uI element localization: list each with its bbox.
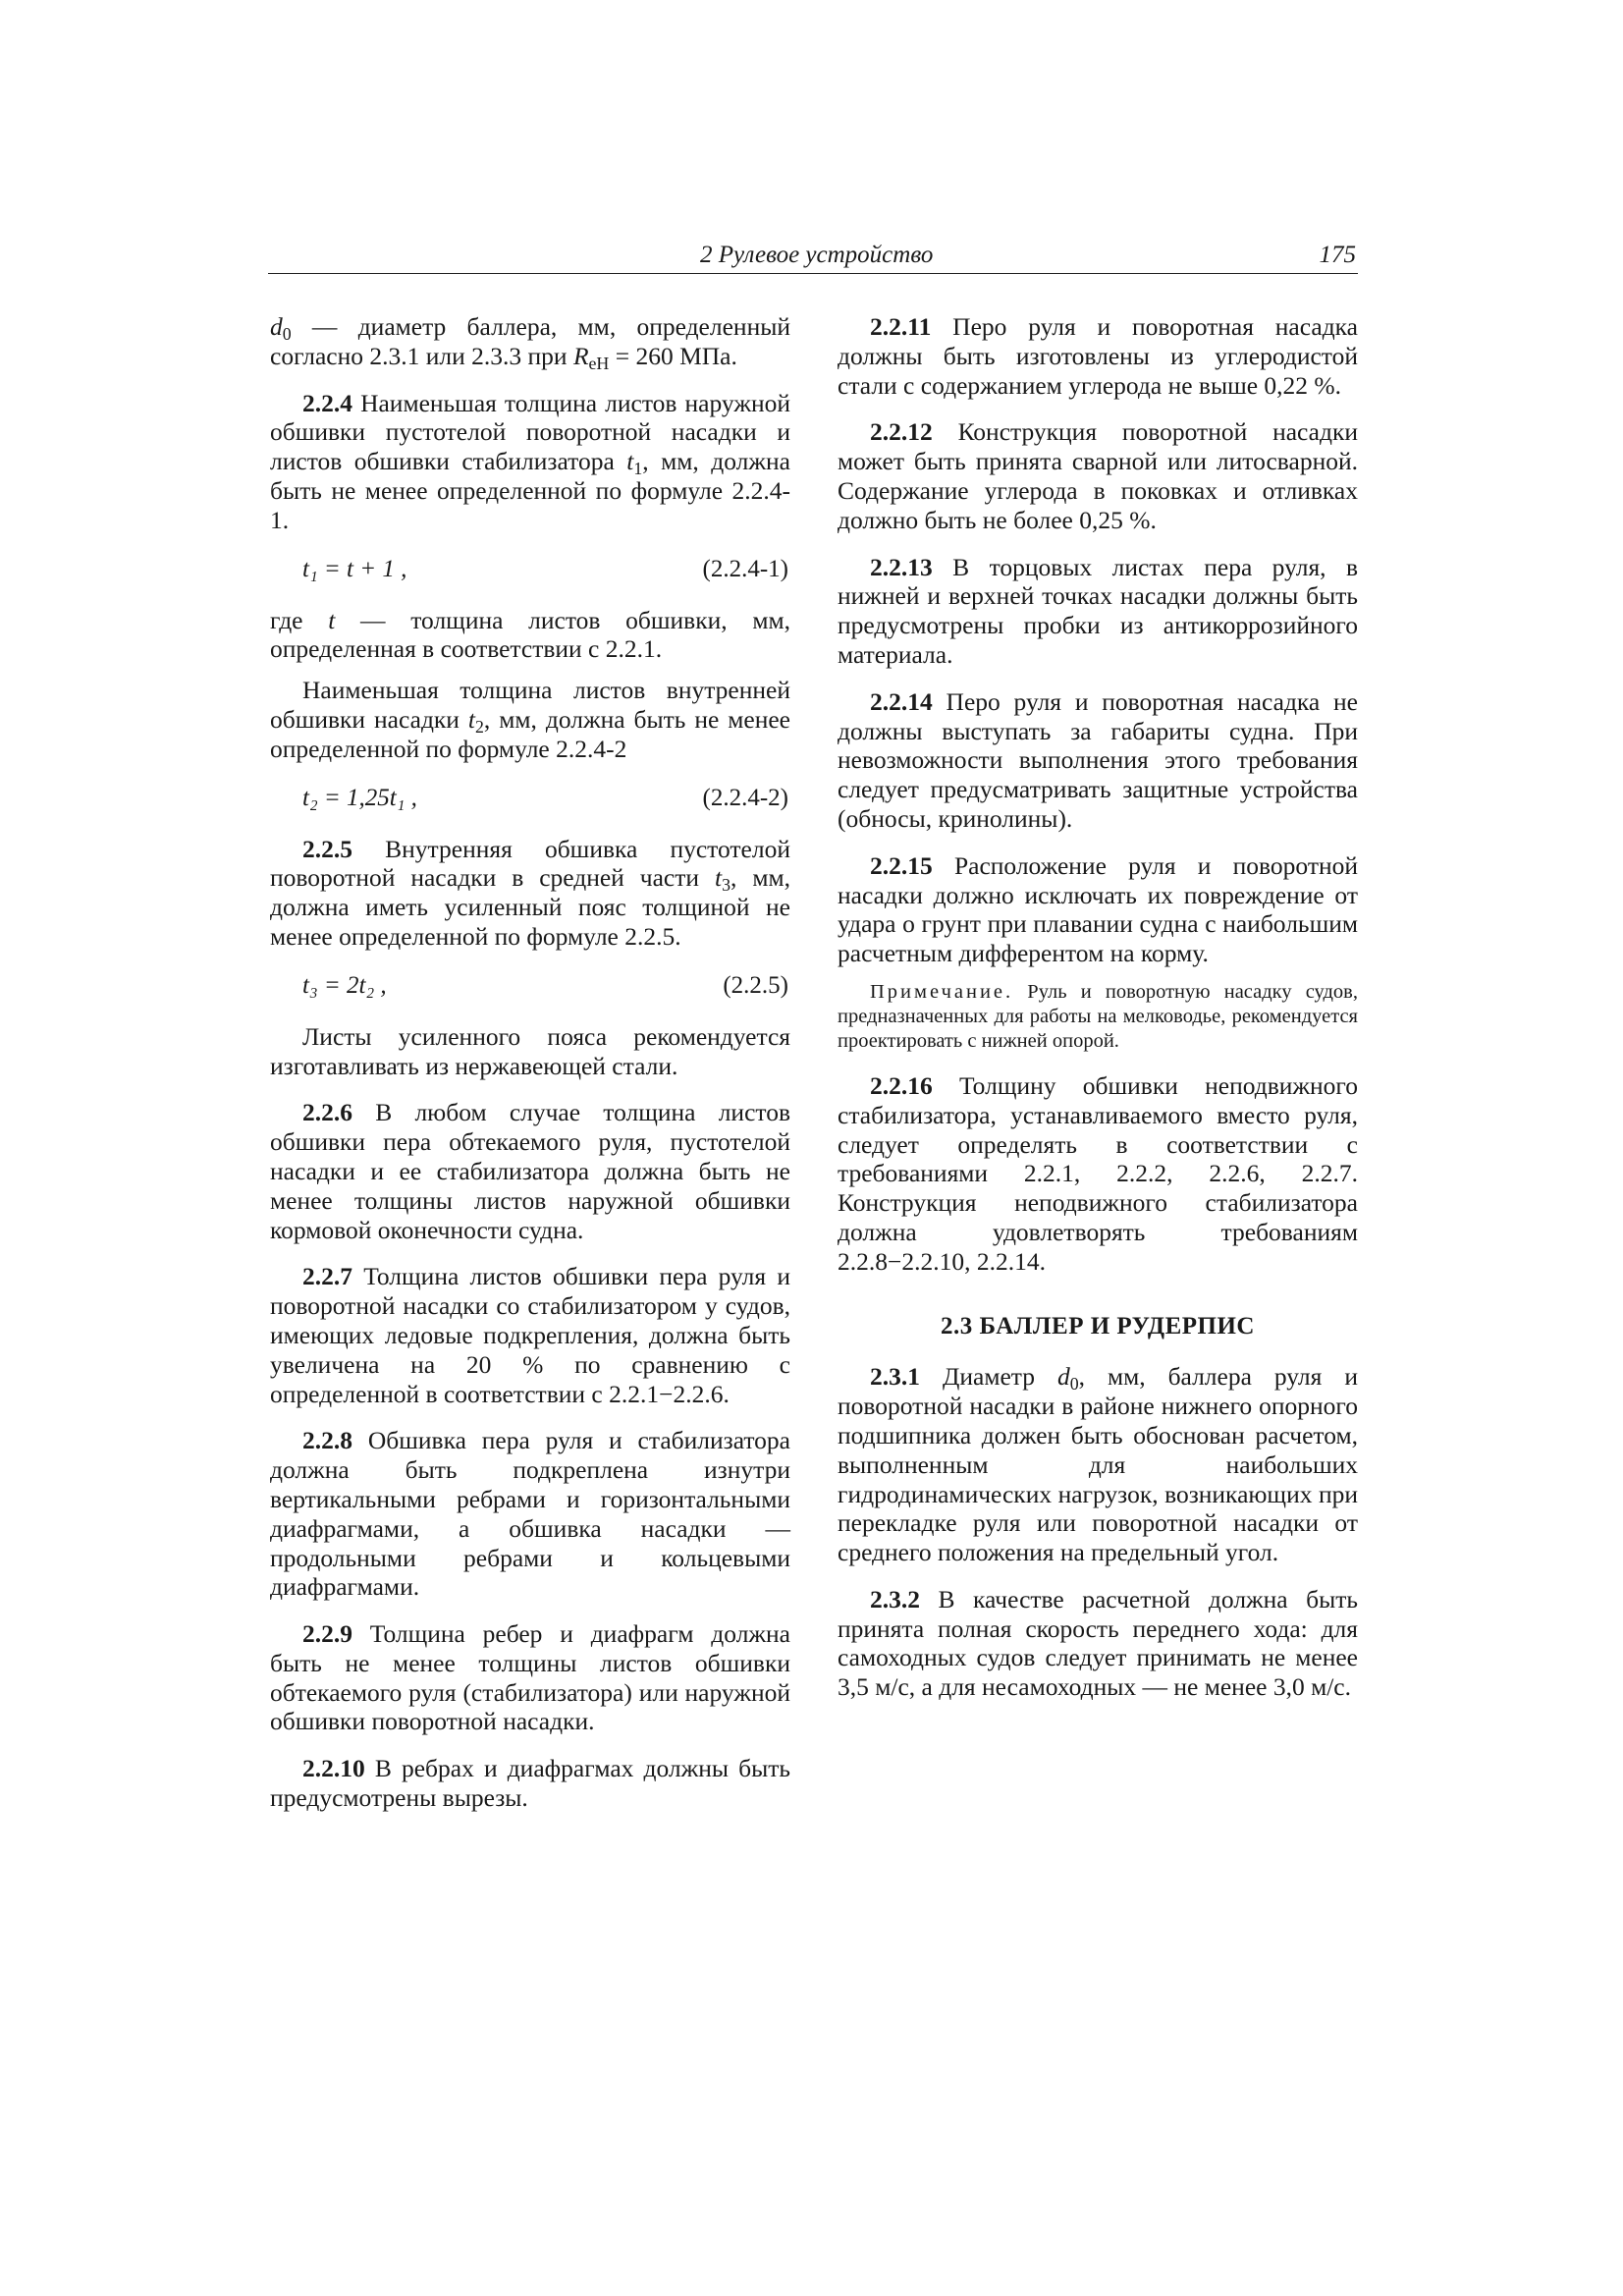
text: В торцовых листах пера руля, в нижней и верхней точках насадки должны быть предусмотрены пробки из антикоррозийного материала. — [838, 552, 1358, 669]
var-t: t — [328, 605, 336, 634]
paragraph-2-2-16 — [838, 1071, 1358, 1277]
clause-number: 2.2.9 — [302, 1619, 352, 1649]
paragraph-t-definition — [270, 606, 790, 665]
paragraph-2-2-10 — [270, 1754, 790, 1813]
text: , мм, баллера руля и поворотной насадки в районе нижнего опорного подшипника должен быть обоснован расчетом, выполненным для наибольших гидродинамических нагрузок, возникающих при перекладке руля или поворотной насадки от среднего положения на предельный угол. — [838, 1362, 1358, 1567]
var-t: t — [467, 704, 475, 734]
formula-expression: t₁ = t + 1 , — [302, 555, 407, 582]
clause-number: 2.3.2 — [870, 1584, 920, 1613]
clause-number: 2.2.8 — [302, 1426, 352, 1455]
text: Диаметр — [920, 1362, 1057, 1392]
paragraph-2-3-2 — [838, 1585, 1358, 1702]
formula-2-2-5 — [302, 971, 790, 1001]
paragraph-2-2-14 — [838, 687, 1358, 834]
subscript: 3 — [722, 875, 731, 896]
subscript: 0 — [1069, 1374, 1079, 1394]
text: Толщину обшивки неподвижного стабилизатора, устанавливаемого вместо руля, следует определять в соответствии с требованиями 2.2.1, 2.2.2, 2.2.6, 2.2.7. Конструкция неподвижного стабилизатора должна удовлетворять требованиям 2.2.8−2.2.10, 2.2.14. — [838, 1070, 1358, 1276]
section-heading: 2.3 БАЛЛЕР И РУДЕРПИС — [941, 1312, 1255, 1339]
clause-number: 2.2.15 — [870, 850, 933, 880]
clause-number: 2.3.1 — [870, 1362, 920, 1392]
text: , мм, должна быть не менее определенной по формуле 2.2.4-1. — [270, 447, 790, 534]
paragraph-2-2-13 — [838, 553, 1358, 670]
formula-2-2-4-2 — [302, 784, 790, 813]
clause-number: 2.2.11 — [870, 312, 932, 341]
text: В качестве расчетной должна быть принята полная скорость переднего хода: для самоходных судов следует принимать не менее 3,5 м/с, а для несамоходных — не менее 3,0 м/с. — [838, 1584, 1358, 1702]
paragraph-2-2-11 — [838, 312, 1358, 400]
text: — толщина листов обшивки, мм, определенная в соответствии с 2.2.1. — [270, 605, 790, 664]
formula-expression: t₂ = 1,25t₁ , — [302, 784, 417, 811]
text: , мм, должна иметь усиленный пояс толщиной не менее определенной по формуле 2.2.5. — [270, 863, 790, 951]
var-r: R — [572, 341, 589, 370]
var-t: t — [715, 863, 723, 893]
paragraph-d0-definition — [270, 312, 790, 371]
clause-number: 2.2.14 — [870, 686, 933, 716]
text: где — [270, 605, 329, 634]
note-label: Примечание. — [870, 980, 1014, 1003]
formula-number: (2.2.4-1) — [702, 555, 788, 582]
clause-number: 2.2.10 — [302, 1754, 365, 1783]
text: Толщина ребер и диафрагм должна быть не менее толщины листов обшивки обтекаемого руля (стабилизатора) или наружной обшивки поворотной насадки. — [270, 1619, 790, 1736]
paragraph-inner-plating — [270, 676, 790, 763]
text: Перо руля и поворотная насадка должны быть изготовлены из углеродистой стали с содержанием углерода не выше 0,22 %. — [838, 312, 1358, 400]
var-t: t — [626, 447, 634, 476]
subscript: eH — [588, 353, 610, 373]
text: Наименьшая толщина листов внутренней обшивки насадки — [270, 676, 790, 734]
paragraph-2-3-1 — [838, 1362, 1358, 1567]
paragraph-2-2-4 — [270, 389, 790, 535]
subscript: 0 — [282, 324, 292, 344]
formula-number: (2.2.4-2) — [702, 784, 788, 811]
text: Расположение руля и поворотной насадки должно исключать их повреждение от удара о грунт при плавании судна с наибольшим расчетным дифферентом на корму. — [838, 850, 1358, 968]
text: — диаметр баллера, мм, определенный согласно 2.3.1 или 2.3.3 при — [270, 312, 790, 370]
text: В любом случае толщина листов обшивки пера обтекаемого руля, пустотелой насадки и ее стабилизатора должна быть не менее толщины листов наружной обшивки кормовой оконечности судна. — [270, 1098, 790, 1244]
paragraph-2-2-7 — [270, 1262, 790, 1408]
text: В ребрах и диафрагмах должны быть предусмотрены вырезы. — [270, 1754, 790, 1813]
paragraph-2-2-6 — [270, 1098, 790, 1244]
clause-number: 2.2.7 — [302, 1262, 352, 1291]
text: , мм, должна быть не менее определенной по формуле 2.2.4-2 — [270, 704, 790, 763]
left-column — [270, 312, 790, 1825]
clause-number: 2.2.4 — [302, 388, 352, 417]
formula-number: (2.2.5) — [723, 971, 788, 999]
paragraph-2-2-12 — [838, 417, 1358, 534]
right-column — [838, 312, 1358, 1714]
text: Толщина листов обшивки пера руля и поворотной насадки со стабилизатором у судов, имеющих ледовые подкрепления, должна быть увеличена на 20 % по сравнению с определенной в соответствии с 2.2.1−2.2.6. — [270, 1262, 790, 1408]
running-header-title: 2 Рулевое устройство — [700, 242, 934, 268]
clause-number: 2.2.12 — [870, 417, 933, 447]
text: Обшивка пера руля и стабилизатора должна быть подкреплена изнутри вертикальными ребрами и горизонтальными диафрагмами, а обшивка насадки — продольными ребрами и кольцевыми диафрагмами. — [270, 1426, 790, 1602]
formula-expression: t₃ = 2t₂ , — [302, 971, 387, 999]
text: Внутренняя обшивка пустотелой поворотной насадки в средней части — [270, 834, 790, 893]
paragraph-stainless: Листы усиленного пояса рекомендуется изготавливать из нержавеющей стали. — [270, 1021, 790, 1080]
text: Перо руля и поворотная насадка не должны выступать за габариты судна. При невозможности выполнения этого требования следует предусматривать защитные устройства (обносы, кринолины). — [838, 686, 1358, 833]
subscript: 2 — [475, 716, 484, 737]
note — [838, 980, 1358, 1054]
text: Конструкция поворотной насадки может быть принята сварной или литосварной. Содержание углерода в поковках и отливках должно быть не более 0,25 %. — [838, 417, 1358, 534]
var-d: d — [270, 312, 283, 341]
paragraph-2-2-8 — [270, 1426, 790, 1602]
formula-2-2-4-1 — [302, 555, 790, 584]
running-header — [268, 240, 1358, 274]
clause-number: 2.2.16 — [870, 1070, 933, 1100]
clause-number: 2.2.13 — [870, 552, 933, 581]
paragraph-2-2-5 — [270, 835, 790, 952]
clause-number: 2.2.6 — [302, 1098, 352, 1127]
subscript: 1 — [633, 459, 643, 479]
paragraph-2-2-9 — [270, 1619, 790, 1736]
text: Наименьшая толщина листов наружной обшивки пустотелой поворотной насадки и листов обшивки стабилизатора — [270, 388, 790, 476]
var-d: d — [1056, 1362, 1070, 1392]
page-number: 175 — [1319, 242, 1356, 268]
clause-number: 2.2.5 — [302, 834, 352, 863]
note-text: Руль и поворотную насадку судов, предназначенных для работы на мелководье, рекомендуется проектировать с нижней опорой. — [838, 980, 1358, 1052]
text: = 260 МПа. — [609, 341, 737, 370]
paragraph-2-2-15 — [838, 851, 1358, 968]
